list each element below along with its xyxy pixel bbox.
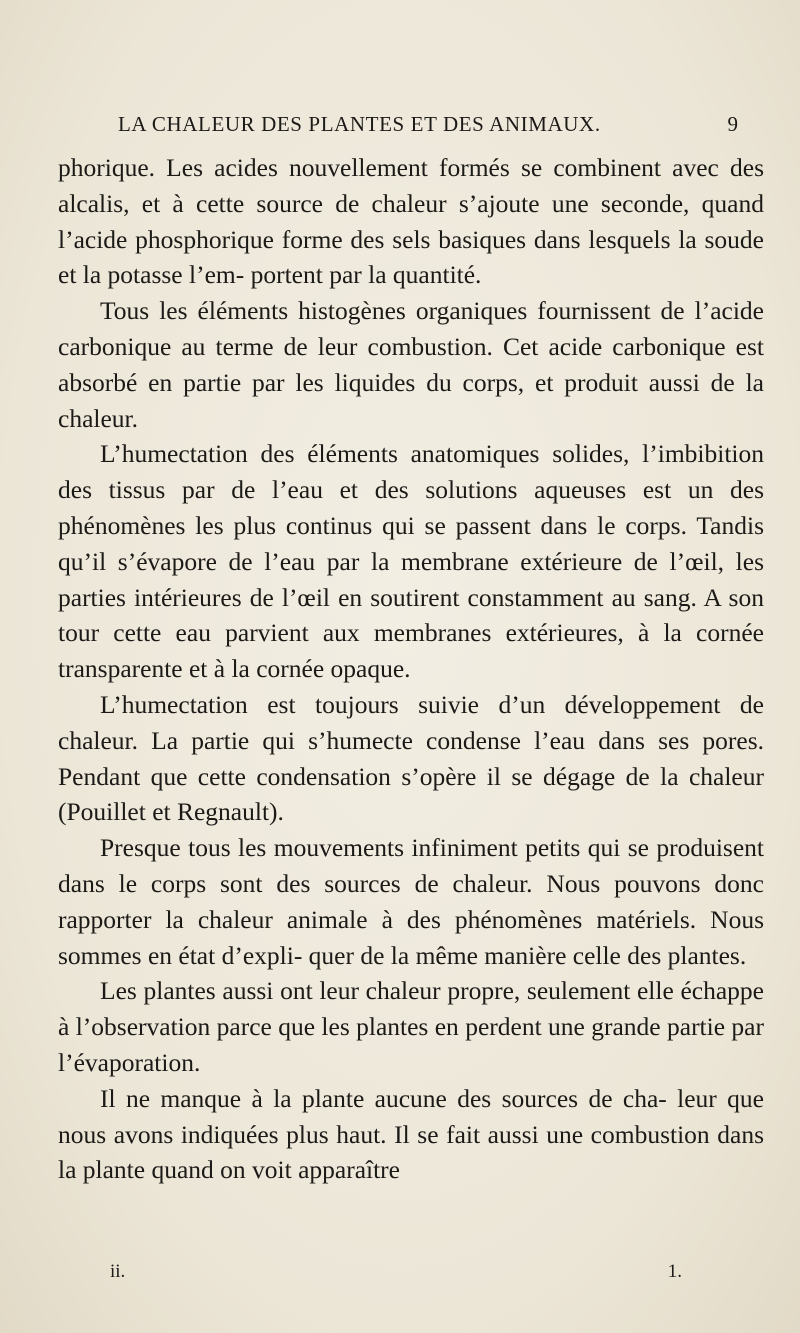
sheet-number: 1.	[667, 1261, 682, 1282]
paragraph-histogenes: Tous les éléments histogènes organiques fournissent de l’acide carbonique au terme de leur combustion. Cet acide carbonique est absorbé en partie par les liquides du corps, et produit aussi de la chaleur.	[58, 296, 764, 433]
body-text	[58, 150, 764, 1188]
paragraph-plantes: Les plantes aussi ont leur chaleur propre, seulement elle échappe à l’observation parce que les plantes en perdent une grande partie par l’évaporation.	[58, 976, 764, 1077]
paragraph-combustion: Il ne manque à la plante aucune des sources de cha- leur que nous avons indiquées plus haut. Il se fait aussi une combustion dans la plante quand on voit apparaître	[58, 1083, 764, 1185]
page-header	[118, 112, 738, 146]
page-footer	[110, 1261, 682, 1291]
page-number: 9	[727, 112, 738, 136]
signature-mark: ii.	[110, 1261, 126, 1282]
paragraph-mouvements: Presque tous les mouvements infiniment petits qui se produisent dans le corps sont des sources de chaleur. Nous pouvons donc rapporter la chaleur animale à des phénomènes matériels. Nous sommes en état d’expli- quer de la même manière celle des plantes.	[58, 833, 764, 970]
paragraph-humectation: L’humectation des éléments anatomiques solides, l’imbibition des tissus par de l’eau et des solutions aqueuses est un des phénomènes les plus continus qui se passent dans le corps. Tandis qu’il s’évapore de l’eau par la membrane extérieure de l’œil, les parties intérieures de l’œil en soutirent constamment au sang. A son tour cette eau parvient aux membranes extérieures, à la cornée transparente et à la cornée opaque.	[58, 439, 764, 684]
running-title: LA CHALEUR DES PLANTES ET DES ANIMAUX.	[118, 112, 601, 136]
paragraph-continuation: phorique. Les acides nouvellement formés se combinent avec des alcalis, et à cette source de chaleur s’ajoute une seconde, quand l’acide phosphorique forme des sels basiques dans lesquels la soude et la potasse l’em- portent par la quantité.	[58, 153, 764, 290]
paragraph-developpement: L’humectation est toujours suivie d’un développement de chaleur. La partie qui s’humecte condense l’eau dans ses pores. Pendant que cette condensation s’opère il se dégage de la chaleur (Pouillet et Regnault).	[58, 689, 764, 827]
